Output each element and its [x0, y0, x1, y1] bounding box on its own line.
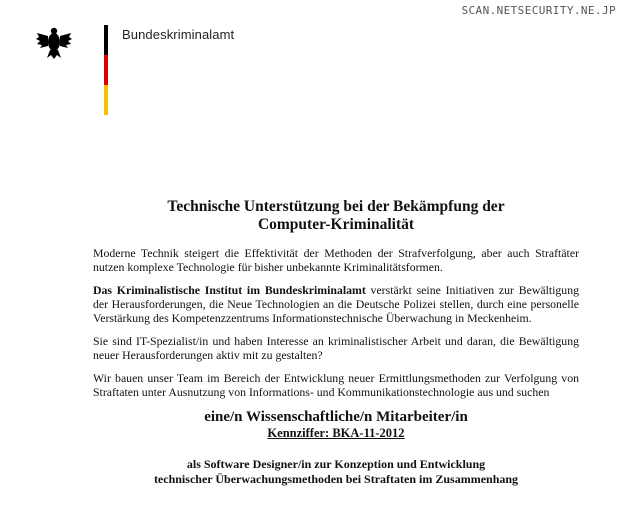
job-title: eine/n Wissenschaftliche/n Mitarbeiter/in: [204, 409, 468, 425]
title-line-2: Computer-Kriminalität: [257, 216, 415, 233]
federal-eagle-icon: [36, 25, 72, 61]
paragraph-2-text: verstärkt seine Initiativen zur Bewältigung der Herausforderungen, die Neue Technologien an die Deutsche Polizei stellen, durch eine personelle Verstärkung des Kompetenzzentrums Informationstechnische Überwachung in Meckenheim.: [93, 283, 579, 325]
institute-name: Das Kriminalistische Institut im Bundeskriminalamt: [93, 283, 366, 297]
paragraph-2: [93, 283, 579, 325]
job-subtitle: [93, 457, 579, 487]
subtitle-line-2: technischer Überwachungsmethoden bei Straftaten im Zusammenhang: [153, 472, 519, 486]
flag-stripe-black: [104, 25, 108, 55]
reference-number: Kennziffer: BKA-11-2012: [267, 426, 405, 440]
title-line-1: Technische Unterstützung bei der Bekämpfung der: [167, 198, 505, 215]
flag-stripe-gold: [104, 85, 108, 115]
agency-logo: [36, 25, 256, 125]
subtitle-line-1: als Software Designer/in zur Konzeption und Entwicklung: [186, 457, 486, 471]
watermark: SCAN.NETSECURITY.NE.JP: [461, 4, 616, 17]
document-body: [93, 198, 579, 487]
agency-name: Bundeskriminalamt: [122, 27, 235, 42]
flag-stripe: [104, 25, 108, 115]
paragraph-1: Moderne Technik steigert die Effektivität der Methoden der Strafverfolgung, aber auch Straftäter nutzen komplexe Technologie für bisher unbekannte Kriminalitätsformen.: [93, 246, 579, 274]
paragraph-3: Sie sind IT-Spezialist/in und haben Interesse an kriminalistischer Arbeit und daran, die Bewältigung neuer Herausforderungen aktiv mit zu gestalten?: [93, 334, 579, 362]
flag-stripe-red: [104, 55, 108, 85]
document-title: [93, 198, 579, 234]
paragraph-4: Wir bauen unser Team im Bereich der Entwicklung neuer Ermittlungsmethoden zur Verfolgung von Straftaten unter Ausnutzung von Informations- und Kommunikationstechnologie aus und suchen: [93, 371, 579, 399]
